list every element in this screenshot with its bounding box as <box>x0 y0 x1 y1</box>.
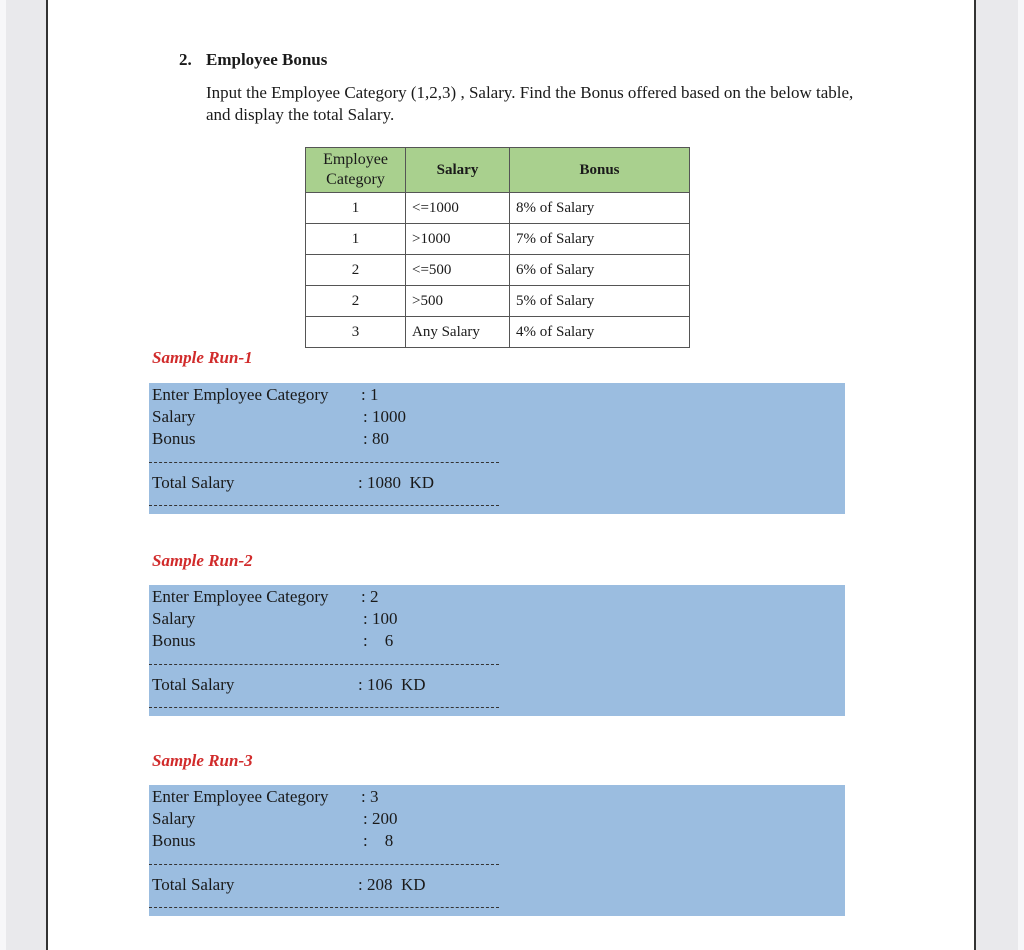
cell-category: 1 <box>306 224 406 255</box>
cell-salary: >500 <box>406 286 510 317</box>
table-header-row <box>306 148 690 193</box>
value-category: : 1 <box>361 385 379 404</box>
value-bonus: : 80 <box>363 429 389 448</box>
cell-category: 2 <box>306 286 406 317</box>
value-category: : 3 <box>361 787 379 806</box>
table-row <box>306 255 690 286</box>
document-page <box>46 0 976 950</box>
value-total-salary: : 1080 KD <box>358 473 435 492</box>
cell-bonus: 4% of Salary <box>510 317 690 348</box>
label-salary: Salary <box>152 407 196 426</box>
bonus-table <box>305 147 690 348</box>
label-enter-category: Enter Employee Category <box>152 787 329 806</box>
divider-dashed <box>149 907 499 908</box>
cell-category: 2 <box>306 255 406 286</box>
value-salary: : 100 <box>363 609 398 628</box>
header-bonus: Bonus <box>510 148 690 193</box>
label-salary: Salary <box>152 809 196 828</box>
sample-run-3-output <box>149 785 845 916</box>
page-shadow-left <box>0 0 6 950</box>
section-title: Employee Bonus <box>206 50 328 69</box>
cell-salary: <=500 <box>406 255 510 286</box>
value-salary: : 200 <box>363 809 398 828</box>
divider-dashed <box>149 505 499 506</box>
cell-category: 1 <box>306 193 406 224</box>
sample-run-2-output <box>149 585 845 716</box>
label-bonus: Bonus <box>152 831 196 850</box>
divider-dashed <box>149 462 499 463</box>
header-employee-category: Employee Category <box>306 148 406 193</box>
value-total-salary: : 106 KD <box>358 675 426 694</box>
section-description: Input the Employee Category (1,2,3) , Salary. Find the Bonus offered based on the below table, and display the total Salary. <box>206 83 854 124</box>
label-enter-category: Enter Employee Category <box>152 587 329 606</box>
cell-bonus: 6% of Salary <box>510 255 690 286</box>
cell-bonus: 5% of Salary <box>510 286 690 317</box>
value-category: : 2 <box>361 587 379 606</box>
sample-run-1-title: Sample Run-1 <box>152 348 253 367</box>
cell-bonus: 7% of Salary <box>510 224 690 255</box>
cell-category: 3 <box>306 317 406 348</box>
divider-dashed <box>149 864 499 865</box>
header-salary: Salary <box>406 148 510 193</box>
section-number: 2. <box>179 50 192 69</box>
label-bonus: Bonus <box>152 631 196 650</box>
label-enter-category: Enter Employee Category <box>152 385 329 404</box>
value-total-salary: : 208 KD <box>358 875 426 894</box>
divider-dashed <box>149 664 499 665</box>
cell-salary: >1000 <box>406 224 510 255</box>
value-bonus: : 8 <box>363 831 394 850</box>
value-salary: : 1000 <box>363 407 406 426</box>
table-row <box>306 193 690 224</box>
sample-run-3-title: Sample Run-3 <box>152 751 253 770</box>
sample-run-1-output <box>149 383 845 514</box>
value-bonus: : 6 <box>363 631 394 650</box>
table-row <box>306 224 690 255</box>
table-row <box>306 317 690 348</box>
section-heading <box>179 50 327 70</box>
sample-run-2-title: Sample Run-2 <box>152 551 253 570</box>
divider-dashed <box>149 707 499 708</box>
cell-bonus: 8% of Salary <box>510 193 690 224</box>
cell-salary: <=1000 <box>406 193 510 224</box>
cell-salary: Any Salary <box>406 317 510 348</box>
label-total-salary: Total Salary <box>152 675 235 694</box>
label-salary: Salary <box>152 609 196 628</box>
label-total-salary: Total Salary <box>152 473 235 492</box>
label-bonus: Bonus <box>152 429 196 448</box>
table-row <box>306 286 690 317</box>
label-total-salary: Total Salary <box>152 875 235 894</box>
page-shadow-right <box>1018 0 1024 950</box>
